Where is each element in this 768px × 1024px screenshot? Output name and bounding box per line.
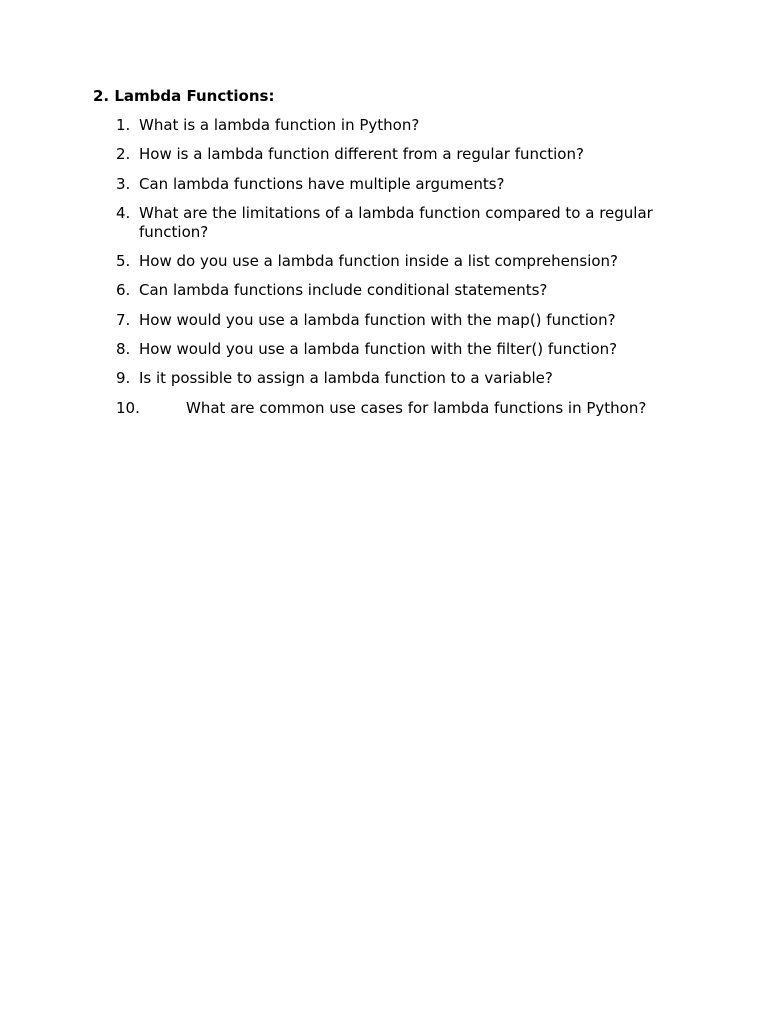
- list-item: [116, 175, 696, 194]
- item-text: Can lambda functions include conditional statements?: [139, 281, 548, 300]
- item-number: 3.: [116, 174, 131, 193]
- list-item: [116, 281, 696, 300]
- item-text: How would you use a lambda function with the map() function?: [139, 310, 616, 329]
- list-item: [116, 399, 696, 418]
- item-number: 8.: [116, 340, 131, 359]
- list-item: [116, 369, 696, 388]
- item-text: What is a lambda function in Python?: [139, 116, 420, 134]
- question-list: [116, 116, 696, 428]
- item-number: 2.: [116, 145, 131, 164]
- item-text: Can lambda functions have multiple arguments?: [139, 174, 505, 193]
- list-item: [116, 145, 696, 164]
- list-item: [116, 116, 696, 135]
- item-number: 6.: [116, 281, 131, 300]
- item-text: What are the limitations of a lambda function compared to a regular function?: [139, 203, 653, 241]
- item-number: 5.: [116, 252, 131, 271]
- item-text: How is a lambda function different from a regular function?: [139, 145, 584, 164]
- item-number: 9.: [116, 369, 131, 388]
- list-item: [116, 340, 696, 359]
- item-number: 1.: [116, 116, 131, 134]
- list-item: [116, 252, 696, 271]
- item-number: 7.: [116, 310, 131, 329]
- item-text: Is it possible to assign a lambda function to a variable?: [139, 369, 553, 388]
- item-number: 10.: [116, 398, 140, 417]
- item-number: 4.: [116, 203, 131, 222]
- item-text: How would you use a lambda function with the filter() function?: [139, 340, 618, 359]
- section-heading: 2. Lambda Functions:: [93, 87, 275, 105]
- item-text: How do you use a lambda function inside a list comprehension?: [139, 252, 619, 271]
- item-text: What are common use cases for lambda functions in Python?: [186, 398, 647, 417]
- list-item: [116, 311, 696, 330]
- list-item: [116, 204, 696, 242]
